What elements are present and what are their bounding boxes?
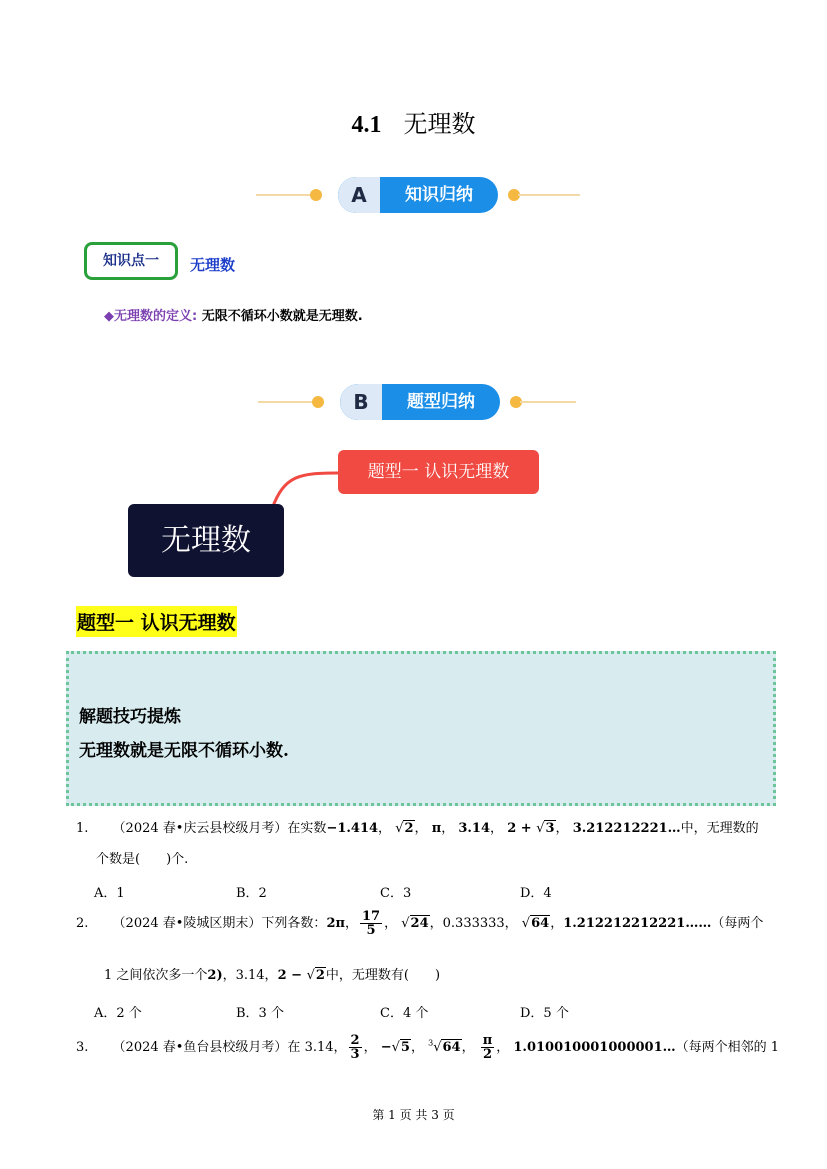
section-a-label: 知识归纳 bbox=[405, 185, 473, 205]
section-b-letter: B bbox=[340, 384, 382, 420]
math-value: 1.212212212221…… bbox=[563, 916, 712, 931]
section-b-banner bbox=[258, 384, 582, 420]
page-title bbox=[0, 104, 827, 139]
type-heading: 题型一 认识无理数 bbox=[76, 606, 237, 637]
mindmap-node: 题型一 认识无理数 bbox=[338, 450, 539, 494]
separator: ， bbox=[490, 821, 504, 836]
question-number: 1. bbox=[76, 821, 89, 836]
math-value: 2) bbox=[207, 968, 223, 983]
question-source: （2024 春•陵城区期末）下列各数： bbox=[112, 916, 327, 931]
fraction bbox=[360, 910, 382, 937]
option-b: B．2 bbox=[236, 886, 267, 901]
definition-label: 无理数的定义: bbox=[114, 309, 198, 324]
option-d: D．4 bbox=[520, 886, 552, 901]
fraction bbox=[481, 1034, 495, 1061]
fraction bbox=[349, 1034, 362, 1061]
math-value: 2π bbox=[326, 916, 345, 931]
math-value: 3.14 bbox=[458, 821, 491, 836]
banner-line-left bbox=[256, 194, 314, 196]
page-footer: 第 1 页 共 3 页 bbox=[372, 1108, 455, 1122]
section-a-letter: A bbox=[338, 177, 380, 213]
math-value: 2 + bbox=[507, 821, 537, 836]
diamond-bullet-icon: ◆ bbox=[104, 309, 114, 324]
tips-title: 解题技巧提炼 bbox=[79, 707, 181, 727]
option-a: A．1 bbox=[94, 886, 125, 901]
math-value: − bbox=[380, 1040, 392, 1055]
math-value: 0.333333 bbox=[442, 916, 505, 931]
banner-line-right bbox=[520, 401, 576, 403]
sqrt-value: 24 bbox=[410, 916, 429, 931]
sqrt-value: 3 bbox=[545, 821, 555, 836]
title-number: 4.1 bbox=[351, 112, 382, 138]
option-c: C．3 bbox=[380, 886, 412, 901]
banner-dot-left bbox=[312, 396, 324, 408]
question-number: 2. bbox=[76, 916, 89, 931]
fraction-denominator: 3 bbox=[350, 1047, 360, 1062]
separator: ， bbox=[555, 821, 569, 836]
separator: ， bbox=[378, 821, 392, 836]
question-text: 1 之间依次多一个 bbox=[104, 968, 208, 983]
banner-dot-left bbox=[310, 189, 322, 201]
title-name: 无理数 bbox=[403, 110, 476, 138]
question-tail: （每两个相邻的 1 bbox=[675, 1040, 780, 1055]
question-3-line-1: 3. （2024 春•鱼台县校级月考）在 3.14， $\frac{2}{3}$ ， −√5， $^3$√64， $\frac{\pi}{2}$ ， 1.010010001000001…（每两个相邻的 1 bbox=[76, 1033, 780, 1062]
math-value: 3.212212221… bbox=[572, 821, 681, 836]
section-b-label: 题型归纳 bbox=[407, 392, 475, 412]
question-number: 3. bbox=[76, 1040, 89, 1055]
math-value: −1.414 bbox=[326, 821, 379, 836]
knowledge-point-title: 无理数 bbox=[190, 256, 236, 274]
root-index: 3 bbox=[428, 1038, 434, 1048]
tips-text: 无理数就是无限不循环小数. bbox=[79, 741, 289, 761]
question-2-line-1: 2. （2024 春•陵城区期末）下列各数：2π， $\frac{17}{5}$ ， √24，0.333333， √64，1.212212212221……（每两个 bbox=[76, 909, 764, 938]
question-source: （2024 春•鱼台县校级月考）在 3.14， bbox=[112, 1040, 347, 1055]
cbrt-value: 64 bbox=[442, 1040, 461, 1055]
tips-box bbox=[66, 651, 776, 806]
definition-text: 无限不循环小数就是无理数. bbox=[201, 309, 363, 324]
sqrt-value: 64 bbox=[531, 916, 550, 931]
fraction-denominator: 2 bbox=[482, 1047, 492, 1062]
question-1-line-2: 个数是( )个. bbox=[96, 852, 189, 867]
banner-line-right bbox=[518, 194, 580, 196]
section-b-pill bbox=[340, 384, 500, 420]
option-b: B．3 个 bbox=[236, 1006, 284, 1021]
question-2-line-2: 1 之间依次多一个2)，3.14，2 − √2中，无理数有( ) bbox=[104, 968, 441, 983]
math-value: π bbox=[431, 821, 442, 836]
sqrt-value: 2 bbox=[315, 968, 325, 983]
section-a-banner bbox=[256, 177, 580, 213]
question-text: 中，无理数有( ) bbox=[325, 968, 441, 983]
mindmap-root: 无理数 bbox=[128, 504, 284, 577]
question-source: （2024 春•庆云县校级月考）在实数 bbox=[112, 821, 327, 836]
question-tail: 中，无理数的 bbox=[680, 821, 759, 836]
question-text: ，3.14， bbox=[222, 968, 278, 983]
question-1-line-1: 1. （2024 春•庆云县校级月考）在实数−1.414， √2， π， 3.14， 2 + √3， 3.212212221…中，无理数的 bbox=[76, 821, 759, 836]
option-c: C．4 个 bbox=[380, 1006, 429, 1021]
fraction-numerator: π bbox=[482, 1033, 493, 1048]
section-a-pill bbox=[338, 177, 498, 213]
separator: ， bbox=[441, 821, 455, 836]
fraction-numerator: 2 bbox=[350, 1033, 360, 1048]
option-a: A．2 个 bbox=[94, 1006, 142, 1021]
sqrt-value: 2 bbox=[404, 821, 414, 836]
definition-line bbox=[104, 305, 363, 324]
option-d: D．5 个 bbox=[520, 1006, 569, 1021]
fraction-numerator: 17 bbox=[362, 909, 381, 924]
math-value: 1.010010001000001… bbox=[513, 1040, 676, 1055]
banner-line-left bbox=[258, 401, 316, 403]
question-tail: （每两个 bbox=[711, 916, 764, 931]
knowledge-point-tag: 知识点一 bbox=[84, 242, 178, 280]
fraction-denominator: 5 bbox=[366, 923, 376, 938]
separator: ， bbox=[414, 821, 428, 836]
sqrt-value: 5 bbox=[400, 1040, 410, 1055]
math-value: 2 − bbox=[277, 968, 307, 983]
